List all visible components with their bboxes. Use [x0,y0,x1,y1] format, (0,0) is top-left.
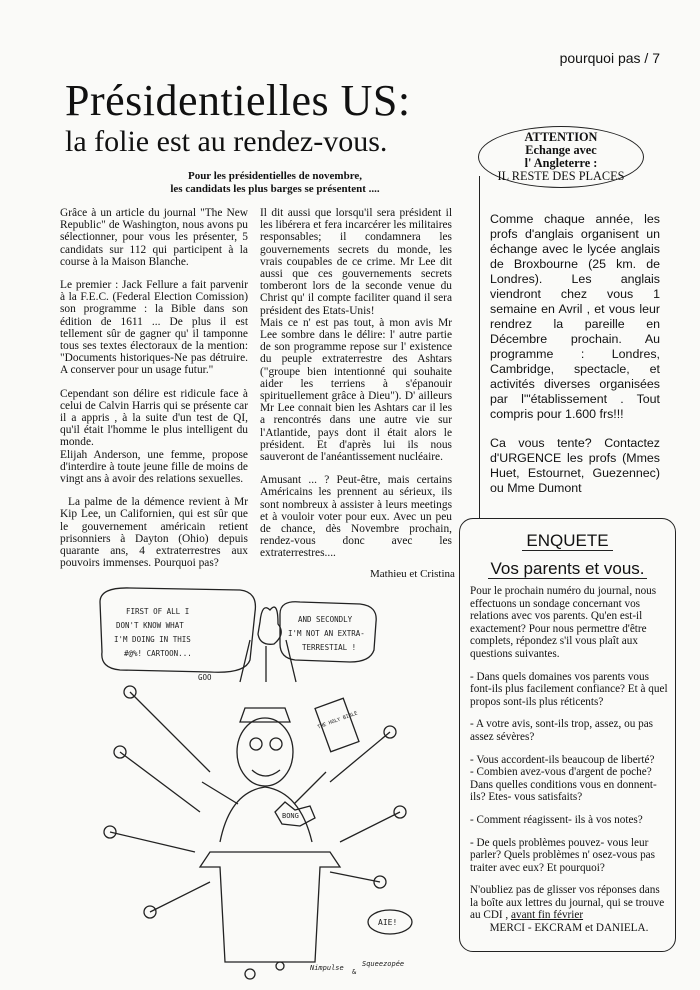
survey-question: - Vous accordent-ils beaucoup de liberté? [470,753,655,766]
exchange-paragraph: Comme chaque année, les profs d'anglais organisent un échange avec le lycée anglais de Broxbourne (25 km. de Londres). Les anglais viendront chez vous 1 semaine en Avril , et vous leur rendrez la pareille en Décembre prochain. Au programme : Londres, Cambridge, spectacle, et activités diverses organisées par l'"établissement . Tout compris pour 1.600 frs!!! [490,212,660,421]
paragraph: La palme de la démence revient à Mr Kip Lee, un Californien, qui est sûr que le gouvernement américain retient prisonniers à Dayton (Ohio) depuis quarante ans, 4 extraterrestres aux pouvoirs immenses. Pourquoi pas? [60,496,248,570]
exchange-contact: Ca vous tente? Contactez d'URGENCE les profs (Mmes Huet, Estournet, Guezennec) ou Mme Dumont [490,436,660,495]
paragraph: Grâce à un article du journal "The New Republic" de Washington, nous avons pu sélectionner, pour vous les présenter, 5 candidats sur 112 qui participent à la course à la Maison Blanche. [60,207,248,268]
bubble2-line-3: TERRESTIAL ! [302,643,357,652]
podium [200,852,340,962]
survey-thanks: MERCI - EKCRAM et DANIELA. [489,922,649,935]
paragraph: Il dit aussi que lorsqu'il sera président il les libérera et fera incarcérer les militaires responsables; il condamnera les gouvernements secrets du monde, les vrais coupables de ce crime. Mr Lee dit aussi que ces gouvernements secrets tomberont lors de la seconde venue du Christ qu' il compte faciliter quand il sera président des Etats-Unis! [260,207,452,317]
article-column-2 [260,207,452,571]
intro-line-1: Pour les présidentielles de novembre, [187,170,363,182]
attention-line-1: ATTENTION [524,130,598,144]
microphone-pole [110,692,400,912]
speech-bubble-left [100,588,255,672]
bubble2-line-1: AND SECONDLY [298,615,353,624]
bubble1-line-4: #@%! CARTOON... [124,649,192,658]
cartoon-signature-2: Squeezopée [362,960,405,968]
survey-subtitle-text: Vos parents et vous. [490,559,645,578]
attention-oval [478,126,644,188]
article-title: Présidentielles US: [65,76,411,125]
exchange-text [490,212,660,510]
cartoon-signature-amp: & [352,968,357,976]
attention-country: l' Angleterre : [524,156,598,170]
article-subtitle: la folie est au rendez-vous. [65,125,388,158]
paragraph: Amusant ... ? Peut-être, mais certains Américains les prennent au sérieux, ils sont nombreux à assister à leurs meetings et à vouloir voter pour eux. Avec un peu de chance, dès Novembre prochain, rendez-vous donc avec les extraterrestres.... [260,474,452,560]
aie-text: AIE! [378,918,398,927]
bubble1-line-2: DON'T KNOW WHAT [116,621,184,630]
survey-question-list [470,671,668,875]
bubble1-line-3: I'M DOING IN THIS [114,635,191,644]
survey-outro-text: N'oubliez pas de glisser vos réponses dans la boîte aux lettres du journal, qui se trouve au CDI , [470,884,665,922]
cartoon-illustration [90,582,430,982]
article-intro [150,170,400,196]
paragraph: Mais ce n' est pas tout, à mon avis Mr Lee sombre dans le délire: l' autre partie de son programme repose sur l' existence du peuple extraterrestre des Ashtars ("groupe bien intentionné qui souhaite aider les terriens à s'épanouir spirituellement grâce à Dieu"). D' ailleurs Mr Lee connait bien les Ashtars car il les a rencontrés dans une autre vie sur l'Atlantide, pays dont il était alors le président. Et d'après lui ils nous sauveront de l'anéantissement nucléaire. [260,316,452,464]
intro-line-2: les candidats les plus barges se présentent .... [170,183,380,195]
survey-question: - Comment réagissent- ils à vos notes? [470,813,643,826]
survey-subtitle [460,559,675,579]
survey-question: - A votre avis, sont-ils trop, assez, ou pas assez sévères? [470,718,654,743]
survey-question: - Dans quels domaines vos parents vous font-ils plus facilement confiance? Et à quel propos sont-ils plus réticents? [470,670,668,708]
survey-deadline: avant fin février [511,909,584,922]
bubble2-line-2: I'M NOT AN EXTRA- [288,629,365,638]
goo-sound: GOO [198,673,212,682]
alien-figure [258,607,281,644]
cartoon-signature-1: Nimpulse [310,964,344,972]
bong-text: BONG [282,812,299,820]
bubble1-line-1: FIRST OF ALL I [126,607,190,616]
bible-label: THE HOLY BIBLE [316,710,359,731]
survey-box [459,518,676,952]
survey-outro [470,884,668,922]
attention-line-2: Echange avec [525,143,597,157]
paragraph: Cependant son délire est ridicule face à celui de Calvin Harris qui se présente car il a appris , à la suite d'un test de QI, qu'il était l'homme le plus intelligent du monde. [60,387,248,449]
article-column-1 [60,207,248,580]
survey-intro: Pour le prochain numéro du journal, nous effectuons un sondage concernant vos relations avec vos parents. Qu'en est-il exactement? Pour nous permettre d'être complets, répondez s'il vous plaît aux questions suivantes. [470,585,657,660]
article-signature: Mathieu et Cristina [370,568,455,580]
survey-body [470,585,668,935]
survey-question: - De quels problèmes pouvez- vous leur parler? Quels problèmes n' osez-vous pas traiter avec eux? Et pourquoi? [470,836,655,874]
survey-question: - Combien avez-vous d'argent de poche? Dans quelles conditions vous en donnent-ils? Etes- vous satisfaits? [470,766,657,804]
survey-title [460,531,675,551]
attention-line-4: IL RESTE DES PLACES [497,169,625,183]
survey-title-text: ENQUETE [522,531,612,551]
page-header: pourquoi pas / 7 [559,50,660,66]
paragraph: Elijah Anderson, une femme, propose d'interdire à toute jeune fille de moins de vingt ans à avoir des relations sexuelles. [60,448,248,486]
paragraph: Le premier : Jack Fellure a fait parvenir à la F.E.C. (Federal Election Comission) son programme : la Bible dans son édition de 1611 ... De plus il est tellement sûr de gagner qu' il tamponne tous ses textes électoraux de la mention: "Documents historiques-Ne pas détruire. A conserver pour un usage futur." [60,279,248,377]
exchange-box [479,176,668,537]
